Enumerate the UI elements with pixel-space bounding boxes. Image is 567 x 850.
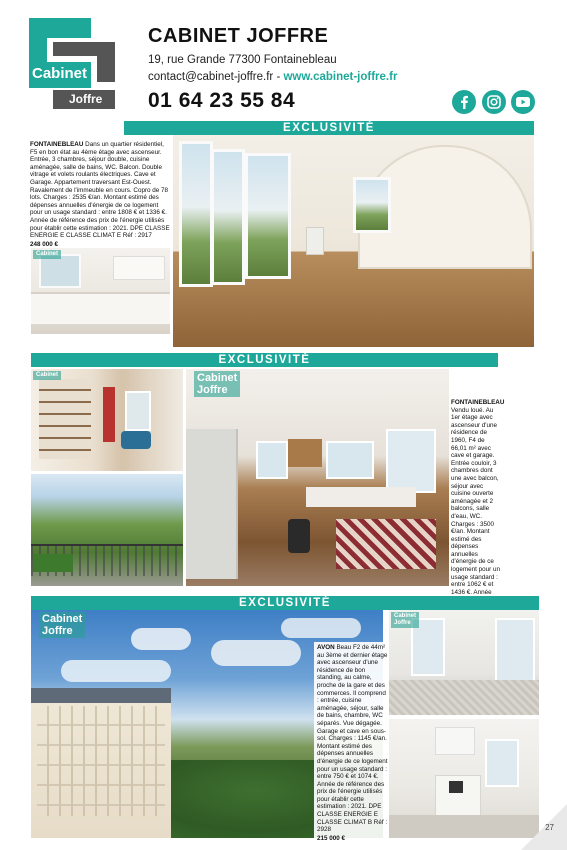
watermark-5: Cabinet Joffre — [391, 612, 419, 628]
logo-text-joffre: Joffre — [69, 92, 103, 106]
listing-1-text: Dans un quartier résidentiel, F5 en bon état au 4ème étage avec ascenseur. Entrée, 3 chambres, séjour double, cuisine aménagée, salle de bains, WC. Balcon. Double vitrage et volets roulants électriques. Cave et Garage. Appartement traversant Est-Ouest. Ravalement de l'immeuble en cours. Copro de 78 lots. Charges : 2535 €/an. Montant estimé des dépenses annuelles d'énergie de ce logement pour un usage standard : entre 1808 € et 1336 €. Année de référence des prix de l'énergie utilisés pour établir cette estimation : 2021. DPE CLASSE ENERGIE E CLASSE CLIMAT E Réf : 2917 — [30, 141, 170, 240]
listing-2-photo-bookshelf — [31, 369, 183, 471]
listing-2-photo-kitchen-dining — [186, 369, 449, 586]
exclusivite-banner-1: EXCLUSIVITÉ — [124, 121, 534, 135]
listing-2-text: Vendu loué. Au 1er étage avec ascenseur d'une résidence de 1960, F4 de 66,01 m² avec cave et garage. Entrée couloir, 3 chambres dont une avec balcon, séjour avec cuisine ouverte aménagée et 2 balcons, salle d'eau, WC. Charges : 3500 €/an. Montant estimé des dépenses annuelles d'énergie de ce logement pour un usage standard : entre 1062 € et 1436 €. Année — [451, 406, 501, 596]
exclusivite-banner-3: EXCLUSIVITÉ — [31, 596, 539, 610]
email-link[interactable]: contact@cabinet-joffre.fr — [148, 71, 274, 83]
listing-3-description — [314, 642, 392, 844]
listing-3-photo-living-room — [389, 610, 539, 715]
listing-1-description — [30, 141, 171, 248]
listing-1-photo-living-room — [173, 135, 534, 347]
address: 19, rue Grande 77300 Fontainebleau — [148, 54, 337, 66]
watermark-4: Cabinet Joffre — [39, 612, 85, 638]
contact-line — [148, 71, 397, 83]
exclusivite-banner-2: EXCLUSIVITÉ — [31, 353, 498, 367]
facebook-icon[interactable] — [452, 90, 476, 114]
watermark-1: Cabinet — [33, 250, 61, 259]
listing-1-photo-kitchen — [31, 248, 170, 334]
listing-3-price: 215 000 € — [317, 834, 346, 842]
page-number: 27 — [545, 823, 554, 832]
listing-3-photo-kitchen — [389, 719, 539, 838]
logo-text-cabinet: Cabinet — [32, 65, 88, 82]
youtube-icon[interactable] — [511, 90, 535, 114]
listing-1-city: FONTAINEBLEAU — [30, 141, 84, 148]
watermark-2: Cabinet — [33, 371, 61, 380]
website-link[interactable]: www.cabinet-joffre.fr — [283, 71, 398, 83]
listing-2-city: FONTAINEBLEAU — [451, 399, 505, 406]
cabinet-joffre-logo — [29, 18, 115, 109]
brand-name: CABINET JOFFRE — [148, 25, 329, 47]
listing-2-photo-balcony-view — [31, 474, 183, 586]
instagram-icon[interactable] — [482, 90, 506, 114]
watermark-3: Cabinet Joffre — [194, 371, 240, 397]
listing-3-text: Beau F2 de 44m² au 3ème et dernier étage avec ascenseur d'une résidence de bon standing, au calme, proche de la gare et des commerces. Il comprend : entrée, cuisine aménagée, séjour, salle de bains, chambre, WC séparés. Vue dégagée. Garage et cave en sous-sol. Charges : 1145 €/an. Montant estimé des dépenses annuelles d'énergie de ce logement pour un usage standard : entre 750 € et 1074 €. Année de référence des prix de l'énergie utilisés pour établir cette estimation : 2021. DPE CLASSE ENERGIE E CLASSE CLIMAT B Réf : 2928 — [317, 644, 388, 834]
phone-number[interactable]: 01 64 23 55 84 — [148, 89, 296, 112]
listing-3-city: AVON — [317, 644, 335, 651]
listing-1-price: 248 000 € — [30, 240, 59, 248]
contact-separator: - — [273, 71, 284, 83]
page-corner — [521, 804, 567, 850]
